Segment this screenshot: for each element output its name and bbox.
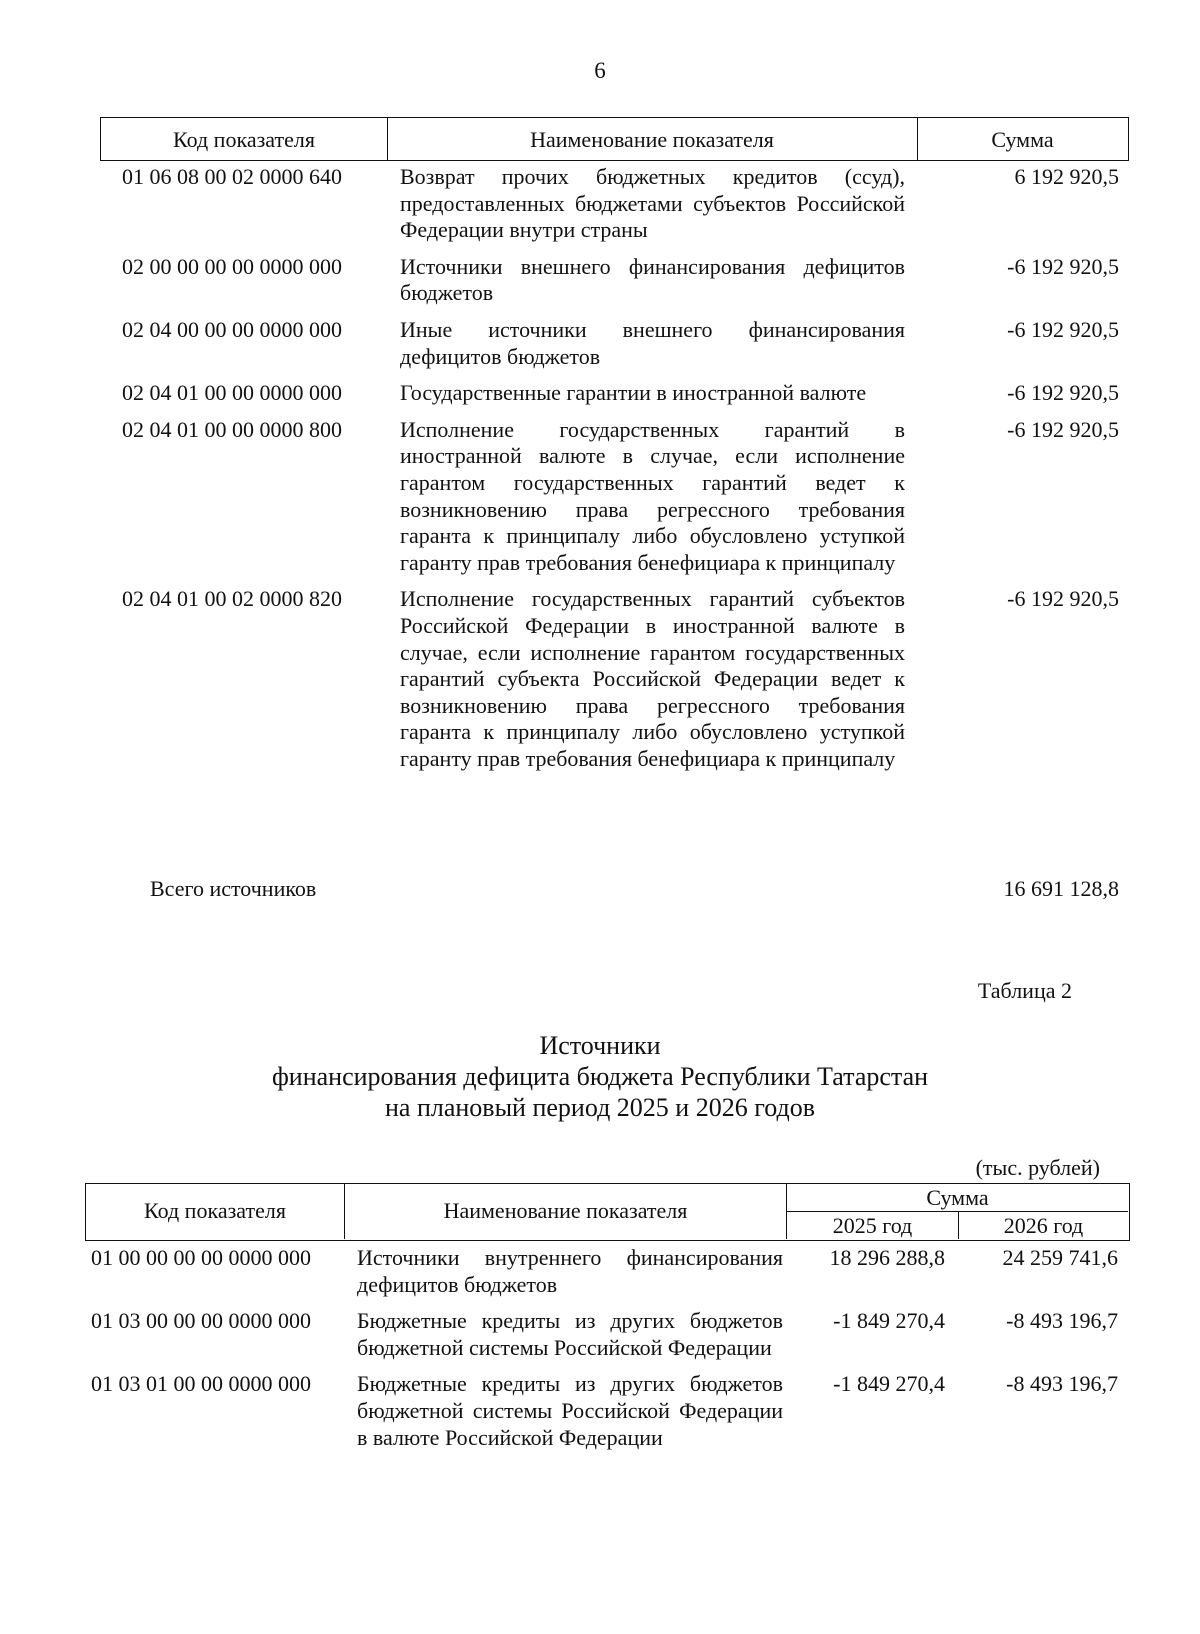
row-sum: -6 192 920,5 bbox=[1007, 586, 1119, 612]
table2-header-name: Наименование показателя bbox=[345, 1184, 787, 1239]
table1-header-name: Наименование показателя bbox=[387, 118, 918, 160]
table1-row bbox=[100, 317, 1129, 380]
row-name: Исполнение государственных гарантий в иностранной валюте в случае, если исполнение гарантом государственных гарантий ведет к возникновению права регрессного требования гаранта к принципалу либо обусловлено уступкой гаранту прав требования бенефициара к принципалу bbox=[400, 416, 905, 575]
row-name: Бюджетные кредиты из других бюджетов бюджетной системы Российской Федерации в валюте Российской Федерации bbox=[357, 1371, 783, 1450]
row-value-2026: -8 493 196,7 bbox=[1006, 1308, 1118, 1334]
table1-row bbox=[100, 417, 1129, 587]
table2-header-year-2026: 2026 год bbox=[1003, 1213, 1084, 1238]
table1-body bbox=[100, 164, 1129, 782]
row-name: Источники внутреннего финансирования дефицитов бюджетов bbox=[357, 1245, 783, 1297]
table2-header bbox=[85, 1183, 1130, 1241]
row-name: Исполнение государственных гарантий субъектов Российской Федерации в иностранной валюте в случае, если исполнение гарантом государственных гарантий субъекта Российской Федерации ведет к возникновению права регрессного требования гаранта к принципалу либо обусловлено уступкой гаранту прав требования бенефициара к принципалу bbox=[400, 586, 905, 771]
row-name: Источники внешнего финансирования дефицитов бюджетов bbox=[400, 253, 905, 306]
table2-row bbox=[85, 1245, 1130, 1308]
title-line: финансирования дефицита бюджета Республики Татарстан bbox=[271, 1062, 929, 1091]
table1-row bbox=[100, 380, 1129, 417]
table2-body bbox=[85, 1245, 1130, 1461]
table1-header-code: Код показателя bbox=[101, 118, 388, 160]
total-label: Всего источников bbox=[150, 876, 317, 901]
row-value-2025: -1 849 270,4 bbox=[833, 1308, 945, 1334]
table1-header-sum: Сумма bbox=[991, 127, 1054, 152]
table2-header-year-2025: 2025 год bbox=[787, 1212, 959, 1239]
row-code: 02 00 00 00 00 0000 000 bbox=[122, 253, 342, 279]
page-number: 6 bbox=[594, 58, 606, 83]
row-code: 02 04 00 00 00 0000 000 bbox=[122, 316, 342, 342]
table1-row bbox=[100, 586, 1129, 782]
row-value-2026: 24 259 741,6 bbox=[1002, 1245, 1118, 1270]
total-value: 16 691 128,8 bbox=[1003, 876, 1119, 901]
table1-header bbox=[100, 117, 1129, 161]
row-code: 02 04 01 00 02 0000 820 bbox=[122, 586, 342, 612]
row-value-2026: -8 493 196,7 bbox=[1006, 1371, 1118, 1397]
row-sum: -6 192 920,5 bbox=[1007, 316, 1119, 342]
table2-header-sum: Сумма bbox=[787, 1184, 1128, 1212]
table1-row bbox=[100, 254, 1129, 317]
row-value-2025: -1 849 270,4 bbox=[833, 1371, 945, 1397]
row-code: 02 04 01 00 00 0000 800 bbox=[122, 416, 342, 442]
row-name: Иные источники внешнего финансирования дефицитов бюджетов bbox=[400, 316, 905, 369]
row-sum: -6 192 920,5 bbox=[1007, 380, 1119, 406]
row-sum: -6 192 920,5 bbox=[1007, 253, 1119, 279]
row-code: 01 03 01 00 00 0000 000 bbox=[91, 1371, 311, 1397]
row-sum: 6 192 920,5 bbox=[1014, 164, 1119, 189]
table2-header-code: Код показателя bbox=[86, 1184, 345, 1239]
table2-label: Таблица 2 bbox=[977, 978, 1072, 1003]
table2-row bbox=[85, 1308, 1130, 1371]
row-code: 01 00 00 00 00 0000 000 bbox=[91, 1245, 311, 1270]
title-line: Источники bbox=[539, 1031, 661, 1060]
table1-row bbox=[100, 164, 1129, 254]
row-code: 01 06 08 00 02 0000 640 bbox=[122, 164, 342, 189]
row-sum: -6 192 920,5 bbox=[1007, 416, 1119, 442]
row-code: 02 04 01 00 00 0000 000 bbox=[122, 380, 342, 406]
title-line: на плановый период 2025 и 2026 годов bbox=[385, 1093, 815, 1122]
row-name: Государственные гарантии в иностранной валюте bbox=[400, 380, 867, 406]
row-name: Бюджетные кредиты из других бюджетов бюджетной системы Российской Федерации bbox=[357, 1308, 783, 1360]
units-note: (тыс. рублей) bbox=[975, 1155, 1100, 1180]
row-value-2025: 18 296 288,8 bbox=[829, 1245, 945, 1270]
row-code: 01 03 00 00 00 0000 000 bbox=[91, 1308, 311, 1334]
row-name: Возврат прочих бюджетных кредитов (ссуд), предоставленных бюджетами субъектов Российской Федерации внутри страны bbox=[400, 164, 905, 243]
table2-row bbox=[85, 1371, 1130, 1461]
table2-title bbox=[0, 1030, 1200, 1123]
